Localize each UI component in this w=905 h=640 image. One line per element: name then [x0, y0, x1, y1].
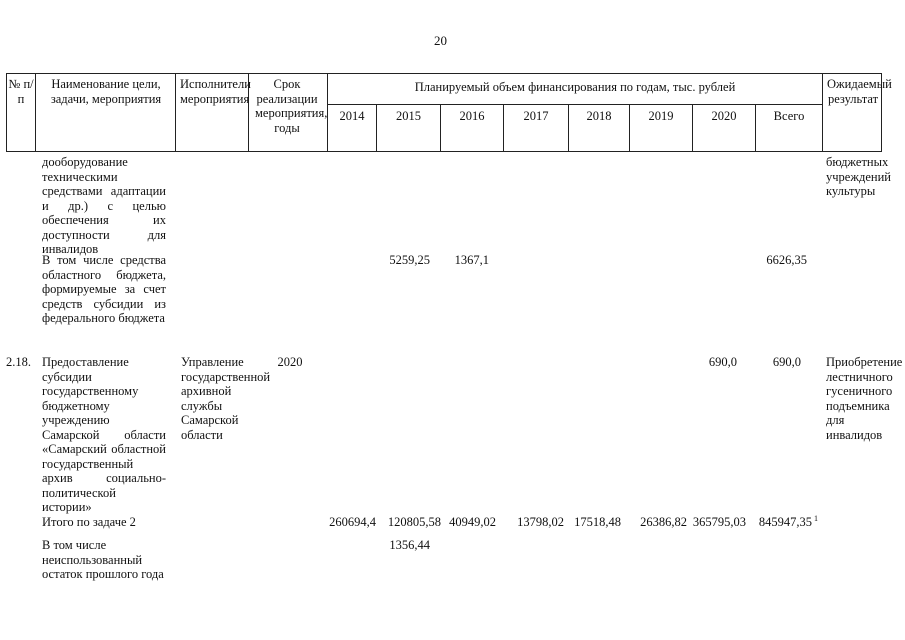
header-num: № п/п [8, 77, 34, 106]
year-header: 2016 [459, 109, 485, 123]
column-divider [822, 74, 823, 151]
value-2020: 690,0 [708, 355, 737, 369]
row-executors: Управление государственной архивной службы Самарской области [181, 355, 271, 442]
value-2019: 26386,82 [640, 515, 687, 529]
row-result: Приобретение лестничного гусеничного подъемника для инвалидов [826, 355, 903, 442]
year-header: 2015 [396, 109, 421, 123]
page-number: 20 [434, 33, 447, 48]
value-total: 6626,35 [766, 253, 807, 267]
value-2016: 40949,02 [449, 515, 496, 529]
year-header: 2020 [711, 109, 737, 123]
column-divider [175, 74, 176, 151]
value-2016: 1367,1 [454, 253, 489, 267]
value-2020: 365795,03 [692, 515, 746, 529]
row-divider [327, 104, 822, 105]
table-header [6, 73, 892, 152]
row-term: 2020 [277, 355, 303, 369]
year-header: 2019 [648, 109, 674, 123]
header-name: Наименование цели, задачи, мероприятия [50, 77, 162, 106]
value-2015: 5259,25 [389, 253, 430, 267]
row-name: В том числе неиспользованный остаток прошлого года [42, 538, 164, 581]
column-divider [35, 74, 36, 151]
year-header: 2018 [586, 109, 612, 123]
footnote-mark: 1 [814, 514, 818, 523]
header-term: Срок реализации мероприятия, годы [255, 77, 328, 135]
value-2018: 17518,48 [574, 515, 621, 529]
value-total: 690,0 [772, 355, 801, 369]
row-result: бюджетных учреждений культуры [826, 155, 891, 198]
year-header: Всего [773, 109, 805, 123]
value-2015: 120805,58 [387, 515, 441, 529]
row-name: дооборудование техническими средствами адаптации и др.) с целью обеспечения их доступности для инвалидов [42, 155, 166, 256]
year-header: 2014 [339, 109, 365, 123]
header-funding: Планируемый объем финансирования по годам, тыс. рублей [414, 80, 736, 94]
header-result: Ожидаемый результат [827, 77, 892, 106]
value-total: 845947,35 [758, 515, 812, 529]
year-header: 2017 [523, 109, 549, 123]
value-2015: 1356,44 [389, 538, 430, 552]
row-name: В том числе средства областного бюджета, формируемые за счет средств субсидии из федерального бюджета [42, 253, 166, 325]
value-2017: 13798,02 [517, 515, 564, 529]
row-name: Предоставление субсидии государственному бюджетному учреждению Самарской области «Самарский областной государственный архив социально-политической истории» [42, 355, 166, 514]
row-name: Итого по задаче 2 [42, 515, 136, 529]
row-number: 2.18. [6, 355, 31, 369]
value-2014: 260694,4 [329, 515, 376, 529]
header-executors: Исполнители мероприятия [180, 77, 251, 106]
